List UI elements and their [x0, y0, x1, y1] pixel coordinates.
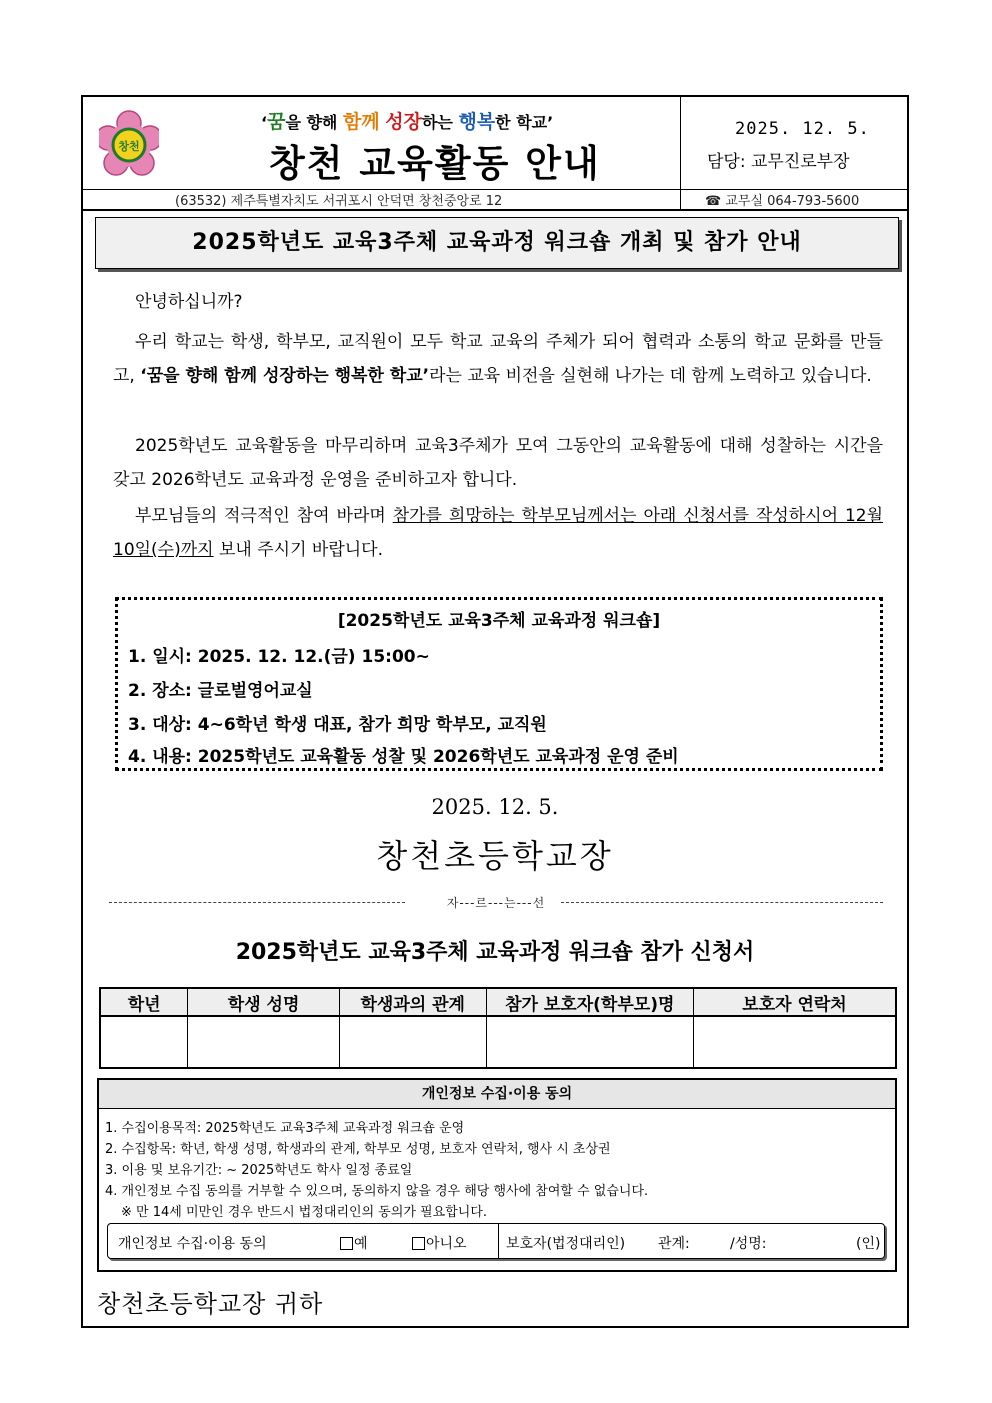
cut-line: [109, 894, 883, 910]
paragraph-1: 우리 학교는 학생, 학부모, 교직원이 모두 학교 교육의 주체가 되어 협력과 소통의 학교 문화를 만들고, ‘꿈을 향해 함께 성장하는 행복한 학교’라는 교육 비전을 실현해 나가는 데 함께 노력하고 있습니다.: [113, 332, 883, 386]
info-datetime: 1. 일시: 2025. 12. 12.(금) 15:00~: [128, 647, 430, 667]
consent-item-refusal: 4. 개인정보 수집 동의를 거부할 수 있으며, 동의하지 않을 경우 해당 행사에 참여할 수 없습니다.: [105, 1184, 649, 1199]
guardian-name-field[interactable]: [486, 1016, 693, 1068]
vision-slogan: ‘꿈을 향해 함께 성장하는 행복한 학교’: [140, 366, 430, 386]
person-in-charge: 담당: 교무진로부장: [707, 152, 850, 172]
notice-page: [81, 95, 909, 1328]
consent-item-note: ※ 만 14세 미만인 경우 반드시 법정대리인의 동의가 필요합니다.: [121, 1205, 488, 1220]
info-target: 3. 대상: 4~6학년 학생 대표, 참가 희망 학부모, 교직원: [128, 715, 547, 735]
address-row: [83, 189, 907, 211]
application-table-row: [100, 1016, 896, 1068]
grade-field[interactable]: [100, 1016, 188, 1068]
no-checkbox[interactable]: [412, 1237, 425, 1250]
consent-title: 개인정보 수집·이용 동의: [99, 1080, 895, 1109]
guardian-label: 보호자(법정대리인): [506, 1236, 626, 1252]
paragraph-3: 부모님들의 적극적인 참여 바라며 참가를 희망하는 학부모님께서는 아래 신청서를 작성하시어 12월 10일(수)까지 보내 주시기 바랍니다.: [113, 506, 883, 560]
greeting: 안녕하십니까?: [135, 292, 243, 312]
workshop-info-box: [115, 597, 883, 771]
notice-headline: 2025학년도 교육3주체 교육과정 워크숍 개최 및 참가 안내: [95, 217, 899, 269]
consent-item-purpose: 1. 수집이용목적: 2025학년도 교육3주체 교육과정 워크숍 운영: [105, 1121, 465, 1136]
privacy-consent-box: [97, 1078, 897, 1272]
office-phone: ☎ 교무실 064-793-5600: [705, 194, 860, 209]
cut-line-label: 자---르---는---선: [446, 896, 546, 910]
issue-date: 2025. 12. 5.: [735, 119, 870, 139]
col-student-name: 학생 성명: [188, 988, 340, 1016]
paragraph-2: 2025학년도 교육활동을 마무리하며 교육3주체가 모여 그동안의 교육활동에 대해 성찰하는 시간을 갖고 2026학년도 교육과정 운영을 준비하고자 합니다.: [113, 436, 883, 490]
application-table: [99, 987, 897, 1069]
info-place: 2. 장소: 글로벌영어교실: [128, 681, 313, 701]
col-guardian-name: 참가 보호자(학부모)명: [486, 988, 693, 1016]
consent-item-period: 3. 이용 및 보유기간: ~ 2025학년도 학사 일정 종료일: [105, 1163, 413, 1178]
guardian-contact-field[interactable]: [694, 1016, 897, 1068]
col-guardian-contact: 보호자 연락처: [694, 988, 897, 1016]
signature-date: 2025. 12. 5.: [431, 795, 559, 819]
svg-text:창천: 창천: [118, 140, 140, 153]
letterhead: [83, 97, 907, 190]
info-title: [2025학년도 교육3주체 교육과정 워크숍]: [337, 611, 661, 631]
seal-mark: (인): [856, 1236, 881, 1252]
relation-label: 관계:: [658, 1236, 690, 1252]
principal-signature: 창천초등학교장: [376, 837, 614, 875]
application-form-title: 2025학년도 교육3주체 교육과정 워크숍 참가 신청서: [235, 940, 755, 965]
school-address: (63532) 제주특별자치도 서귀포시 안덕면 창천중앙로 12: [175, 194, 503, 209]
application-table-header: [100, 988, 896, 1016]
consent-sign-row: [107, 1223, 885, 1259]
yes-checkbox[interactable]: [340, 1237, 353, 1250]
addressee: 창천초등학교장 귀하: [97, 1290, 324, 1318]
consent-no-option[interactable]: 아니오: [412, 1233, 467, 1253]
school-slogan: ‘꿈을 향해 함께 성장하는 행복한 학교’: [261, 111, 554, 133]
col-relation: 학생과의 관계: [339, 988, 486, 1016]
col-grade: 학년: [100, 988, 188, 1016]
consent-row-label: 개인정보 수집·이용 동의: [118, 1236, 267, 1252]
relation-field[interactable]: [339, 1016, 486, 1068]
deadline-highlight: 참가를 희망하는 학부모님께서는 아래 신청서를 작성하시어 12월 10일(수)까지: [113, 506, 883, 560]
signature-label: /성명:: [730, 1236, 767, 1252]
letterhead-title: 창천 교육활동 안내: [269, 142, 601, 185]
consent-row-divider: [498, 1224, 499, 1258]
consent-yes-option[interactable]: 예: [340, 1233, 368, 1253]
info-content: 4. 내용: 2025학년도 교육활동 성찰 및 2026학년도 교육과정 운영 준비: [128, 747, 679, 767]
school-emblem-icon: [99, 103, 159, 183]
consent-item-fields: 2. 수집항목: 학년, 학생 성명, 학생과의 관계, 학부모 성명, 보호자 연락처, 행사 시 초상권: [105, 1142, 611, 1157]
student-name-field[interactable]: [188, 1016, 340, 1068]
